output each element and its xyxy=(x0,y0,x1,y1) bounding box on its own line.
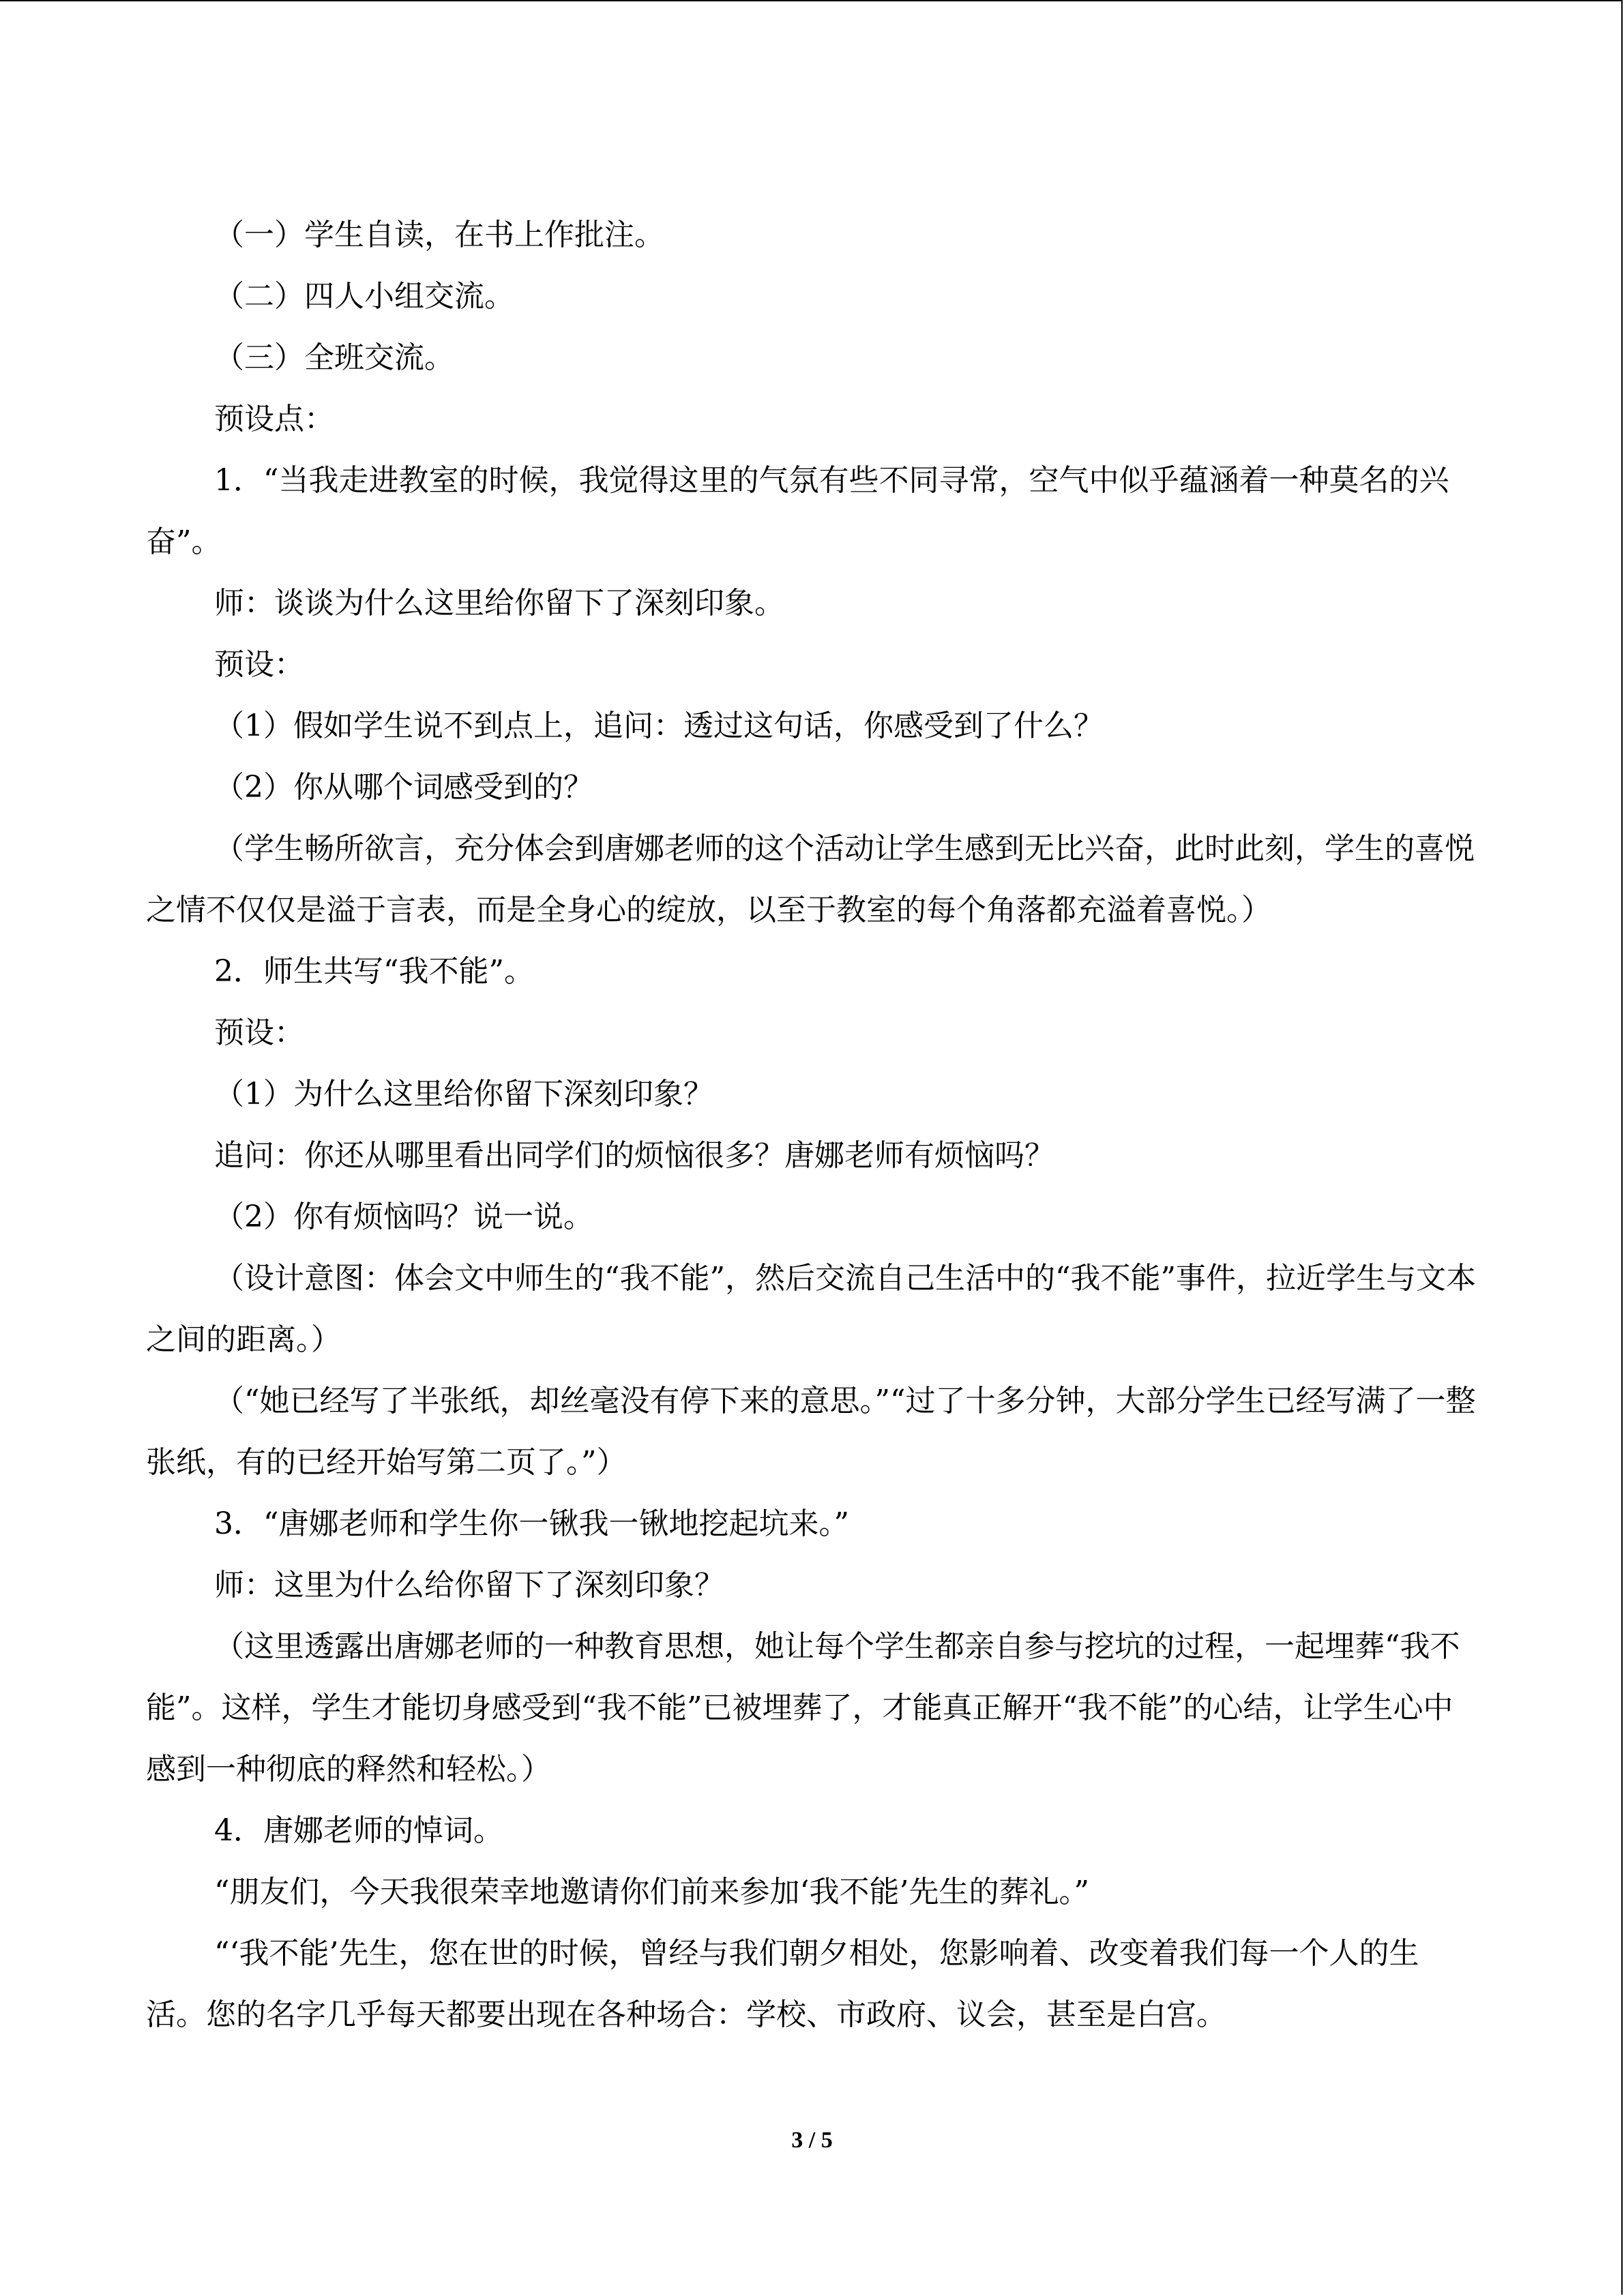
paragraph: （“她已经写了半张纸，却丝毫没有停下来的意思。”“过了十多分钟，大部分学生已经写满了一整张纸，有的已经开始写第二页了。”） xyxy=(146,1384,1476,1480)
paragraph: 预设： xyxy=(214,1015,304,1050)
paragraph: （1）为什么这里给你留下深刻印象？ xyxy=(214,1077,713,1112)
paragraph: “朋友们，今天我很荣幸地邀请你们前来参加‘我不能’先生的葬礼。” xyxy=(214,1875,1089,1909)
page-number: 3 / 5 xyxy=(791,2128,833,2153)
paragraph: （学生畅所欲言，充分体会到唐娜老师的这个活动让学生感到无比兴奋，此时此刻，学生的喜悦之情不仅仅是溢于言表，而是全身心的绽放，以至于教室的每个角落都充溢着喜悦。） xyxy=(146,831,1475,927)
paragraph: 4．唐娜老师的悼词。 xyxy=(214,1813,503,1848)
paragraph: “‘我不能’先生，您在世的时候，曾经与我们朝夕相处，您影响着、改变着我们每一个人的生活。您的名字几乎每天都要出现在各种场合：学校、市政府、议会，甚至是白宫。 xyxy=(146,1936,1419,2032)
paragraph: 追问：你还从哪里看出同学们的烦恼很多？唐娜老师有烦恼吗？ xyxy=(214,1138,1054,1173)
paragraph: （二）四人小组交流。 xyxy=(214,279,514,314)
paragraph: 1．“当我走进教室的时候，我觉得这里的气氛有些不同寻常，空气中似乎蕴涵着一种莫名的兴奋”。 xyxy=(146,463,1449,559)
paragraph: 2．师生共写“我不能”。 xyxy=(214,954,534,989)
paragraph: 预设： xyxy=(214,647,304,682)
paragraph: 师：谈谈为什么这里给你留下了深刻印象。 xyxy=(214,586,784,621)
paragraph: （1）假如学生说不到点上，追问：透过这句话，你感受到了什么？ xyxy=(214,709,1104,743)
paragraph: （这里透露出唐娜老师的一种教育思想，她让每个学生都亲自参与挖坑的过程，一起埋葬“我不能”。这样，学生才能切身感受到“我不能”已被埋葬了，才能真正解开“我不能”的心结，让学生心中感到一种彻底的释然和轻松。） xyxy=(146,1629,1460,1787)
paragraph: 预设点： xyxy=(214,402,334,436)
paragraph: （2）你有烦恼吗？说一说。 xyxy=(214,1199,593,1234)
paragraph: （一）学生自读，在书上作批注。 xyxy=(214,218,664,252)
paragraph: （三）全班交流。 xyxy=(214,340,454,375)
paragraph: 3．“唐娜老师和学生你一锹我一锹地挖起坑来。” xyxy=(214,1506,849,1541)
document-body xyxy=(146,205,1476,2046)
paragraph: （设计意图：体会文中师生的“我不能”，然后交流自己生活中的“我不能”事件，拉近学生与文本之间的距离。） xyxy=(146,1261,1476,1357)
paragraph: 师：这里为什么给你留下了深刻印象？ xyxy=(214,1568,724,1602)
paragraph: （2）你从哪个词感受到的？ xyxy=(214,770,593,805)
